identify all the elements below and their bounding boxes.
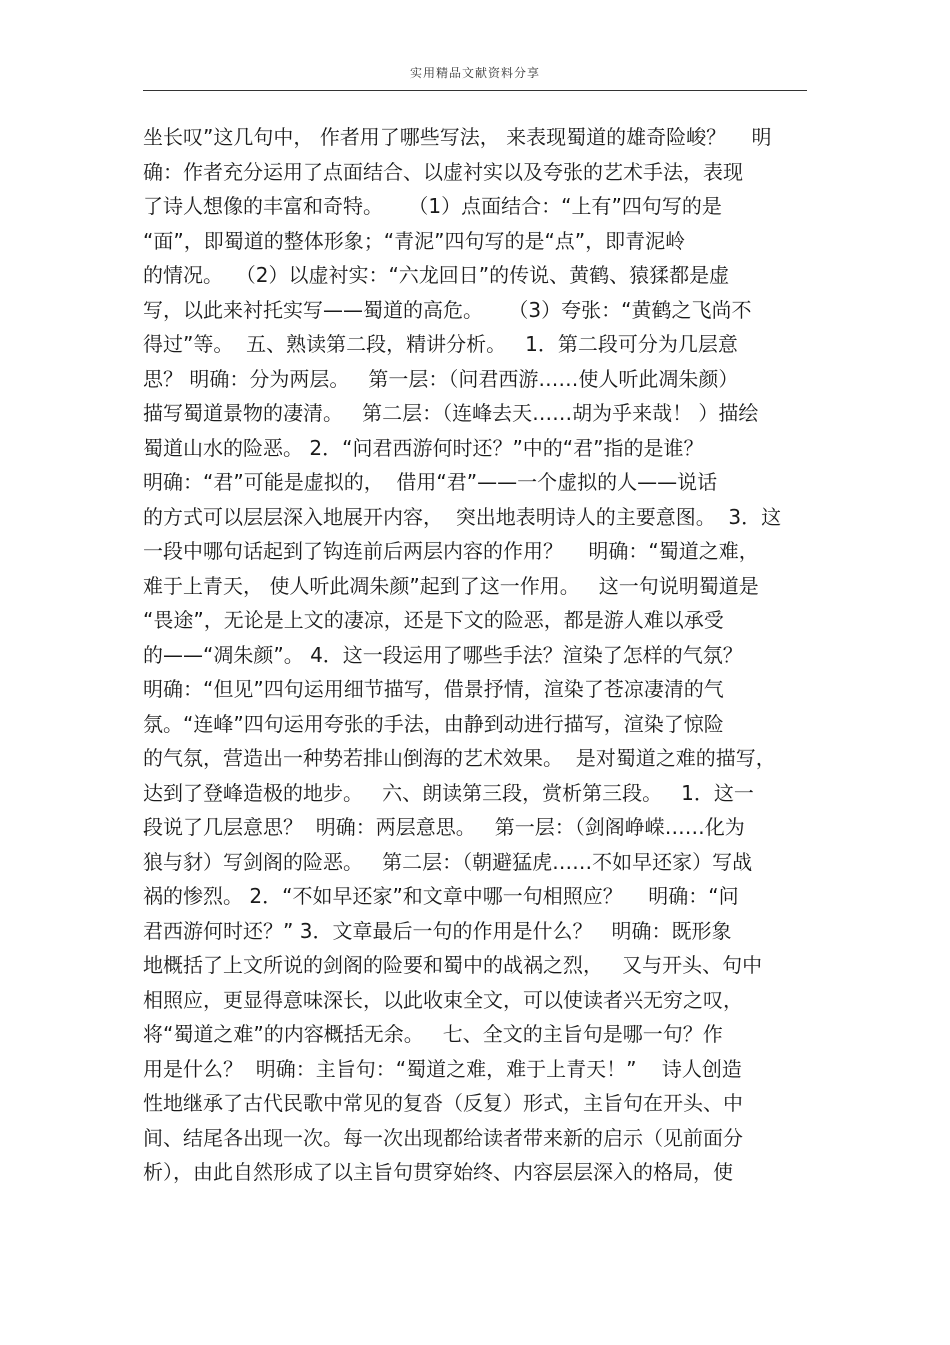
text-line-24: 君西游何时还？” 3．文章最后一句的作用是什么？ 明确：既形象 xyxy=(143,918,732,943)
text-line-6: 写，以此来衬托实写——蜀道的高危。 （3）夸张：“黄鹤之飞尚不 xyxy=(143,297,752,322)
text-line-15: “畏途”，无论是上文的凄凉，还是下文的险恶，都是游人难以承受 xyxy=(143,608,724,632)
text-line-22: 狼与豺）写剑阁的险恶。 第二层：（朝避猛虎……不如早还家）写战 xyxy=(143,849,753,874)
text-line-1: 坐长叹”这几句中， 作者用了哪些写法， 来表现蜀道的雄奇险峻？ 明 xyxy=(143,125,772,149)
page-header-title: 实用精品文献资料分享 xyxy=(409,66,540,80)
text-line-30: 间、结尾各出现一次。每一次出现都给读者带来新的启示（见前面分 xyxy=(143,1125,743,1150)
text-line-31: 析），由此自然形成了以主旨句贯穿始终、内容层层深入的格局，使 xyxy=(143,1160,733,1184)
text-line-11: 明确：“君”可能是虚拟的， 借用“君”——一个虚拟的人——说话 xyxy=(143,470,718,494)
text-line-12: 的方式可以层层深入地展开内容， 突出地表明诗人的主要意图。 3．这 xyxy=(143,504,782,529)
text-line-21: 段说了几层意思？ 明确：两层意思。 第一层：（剑阁峥嵘……化为 xyxy=(143,815,745,839)
document-body xyxy=(143,120,823,1190)
text-line-5: 的情况。 （2）以虚衬实：“六龙回日”的传说、黄鹤、猿猱都是虚 xyxy=(143,263,730,287)
text-line-13: 一段中哪句话起到了钩连前后两层内容的作用？ 明确：“蜀道之难， xyxy=(143,539,759,563)
text-line-18: 氛。“连峰”四句运用夸张的手法，由静到动进行描写，渲染了惊险 xyxy=(143,711,724,736)
text-line-28: 用是什么？ 明确：主旨句：“蜀道之难，难于上青天！” 诗人创造 xyxy=(143,1056,742,1081)
text-line-2: 确：作者充分运用了点面结合、以虚衬实以及夸张的艺术手法，表现 xyxy=(143,159,743,184)
text-line-14: 难于上青天， 使人听此凋朱颜”起到了这一作用。 这一句说明蜀道是 xyxy=(143,573,759,598)
text-line-4: “面”，即蜀道的整体形象；“青泥”四句写的是“点”，即青泥岭 xyxy=(143,228,686,253)
text-line-20: 达到了登峰造极的地步。 六、朗读第三段，赏析第三段。 1．这一 xyxy=(143,780,754,805)
header-divider xyxy=(143,90,807,91)
text-line-16: 的——“凋朱颜”。 4．这一段运用了哪些手法？渲染了怎样的气氛？ xyxy=(143,642,743,667)
text-line-26: 相照应，更显得意味深长，以此收束全文，可以使读者兴无穷之叹， xyxy=(143,987,743,1012)
text-line-25: 地概括了上文所说的剑阁的险要和蜀中的战祸之烈， 又与开头、句中 xyxy=(143,953,763,977)
text-line-3: 了诗人想像的丰富和奇特。 （1）点面结合：“上有”四句写的是 xyxy=(143,194,722,218)
text-line-27: 将“蜀道之难”的内容概括无余。 七、全文的主旨句是哪一句？作 xyxy=(143,1022,723,1046)
text-line-7: 得过”等。 五、熟读第二段，精讲分析。 1．第二段可分为几层意 xyxy=(143,332,738,356)
text-line-29: 性地继承了古代民歌中常见的复沓（反复）形式，主旨句在开头、中 xyxy=(143,1091,743,1115)
text-line-9: 描写蜀道景物的凄清。 第二层：（连峰去天……胡为乎来哉！ ）描绘 xyxy=(143,401,759,425)
text-line-8: 思？ 明确：分为两层。 第一层：（问君西游……使人听此凋朱颜） xyxy=(143,366,739,391)
text-line-23: 祸的惨烈。 2．“不如早还家”和文章中哪一句相照应？ 明确：“问 xyxy=(143,884,739,908)
text-line-10: 蜀道山水的险恶。 2．“问君西游何时还？”中的“君”指的是谁？ xyxy=(143,435,704,460)
text-line-19: 的气氛，营造出一种势若排山倒海的艺术效果。 是对蜀道之难的描写， xyxy=(143,746,776,770)
text-line-17: 明确：“但见”四句运用细节描写，借景抒情，渲染了苍凉凄清的气 xyxy=(143,677,724,701)
